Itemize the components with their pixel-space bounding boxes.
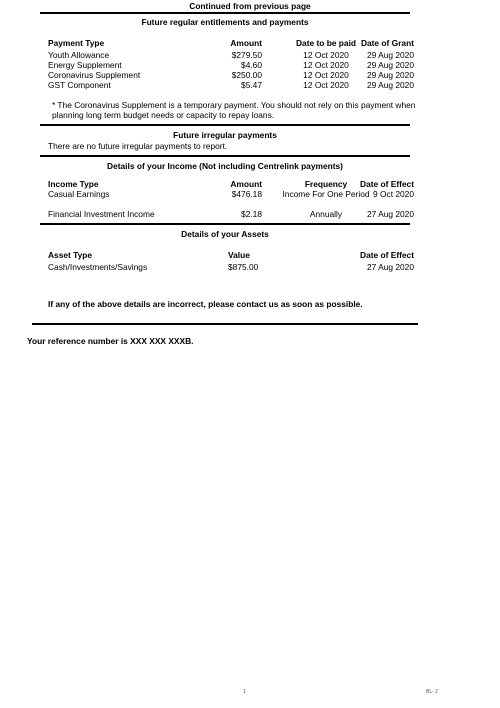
- col-amount: Amount: [230, 38, 262, 48]
- income-type: Financial Investment Income: [48, 209, 155, 219]
- divider: [40, 124, 410, 126]
- coronavirus-note-line-2: planning long term budget needs or capacity to repay loans.: [52, 110, 275, 120]
- col-frequency: Frequency: [304, 179, 348, 189]
- income-date-of-effect: 27 Aug 2020: [366, 209, 414, 219]
- payment-type: GST Component: [48, 80, 111, 90]
- assets-title: Details of your Assets: [181, 229, 269, 239]
- entitlements-header-row: [48, 39, 414, 49]
- col-date-of-effect: Date of Effect: [360, 250, 414, 260]
- coronavirus-note-line-1: * The Coronavirus Supplement is a temporary payment. You should not rely on this payment when: [52, 100, 416, 110]
- col-date-to-be-paid: Date to be paid: [295, 38, 357, 48]
- col-date-of-grant: Date of Grant: [360, 38, 414, 48]
- payment-date: 12 Oct 2020: [303, 50, 349, 60]
- grant-date: 29 Aug 2020: [366, 80, 414, 90]
- page-number: 1: [243, 689, 246, 695]
- payment-type: Coronavirus Supplement: [48, 70, 141, 80]
- assets-header-row: [48, 251, 414, 261]
- divider: [32, 323, 418, 325]
- table-row: [48, 81, 414, 91]
- income-date-of-effect: 9 Oct 2020: [373, 189, 414, 199]
- payment-type: Energy Supplement: [48, 60, 122, 70]
- continued-heading: Continued from previous page: [189, 1, 311, 11]
- entitlements-title: Future regular entitlements and payments: [141, 17, 309, 27]
- income-amount: $2.18: [241, 209, 262, 219]
- irregular-text: There are no future irregular payments to report.: [48, 141, 228, 151]
- irregular-title: Future irregular payments: [173, 130, 277, 140]
- asset-value: $875.00: [228, 262, 259, 272]
- income-type: Casual Earnings: [48, 189, 110, 199]
- form-code: BL- 2: [426, 689, 438, 695]
- divider: [40, 155, 410, 157]
- payment-date: 12 Oct 2020: [303, 70, 349, 80]
- contact-note: If any of the above details are incorrect, please contact us as soon as possible.: [48, 299, 363, 309]
- grant-date: 29 Aug 2020: [366, 60, 414, 70]
- col-payment-type: Payment Type: [48, 38, 105, 48]
- payment-amount: $279.50: [231, 50, 262, 60]
- divider: [40, 223, 410, 225]
- col-asset-type: Asset Type: [48, 250, 93, 260]
- payment-date: 12 Oct 2020: [303, 80, 349, 90]
- income-title: Details of your Income (Not including Centrelink payments): [107, 161, 343, 171]
- payment-date: 12 Oct 2020: [303, 60, 349, 70]
- payment-amount: $250.00: [231, 70, 262, 80]
- income-frequency: Income For One Period: [282, 189, 370, 199]
- col-amount: Amount: [230, 179, 262, 189]
- divider: [40, 12, 410, 14]
- table-row: [48, 263, 414, 273]
- income-frequency: Annually: [309, 209, 343, 219]
- reference-number: Your reference number is XXX XXX XXXB.: [27, 336, 194, 346]
- col-date-of-effect: Date of Effect: [360, 179, 414, 189]
- col-income-type: Income Type: [48, 179, 99, 189]
- payment-amount: $5.47: [241, 80, 262, 90]
- col-value: Value: [228, 250, 250, 260]
- payment-type: Youth Allowance: [48, 50, 110, 60]
- income-amount: $476.18: [231, 189, 262, 199]
- asset-type: Cash/Investments/Savings: [48, 262, 148, 272]
- asset-date-of-effect: 27 Aug 2020: [366, 262, 414, 272]
- grant-date: 29 Aug 2020: [366, 50, 414, 60]
- table-row: [48, 210, 414, 220]
- grant-date: 29 Aug 2020: [366, 70, 414, 80]
- table-row: [48, 190, 414, 210]
- payment-amount: $4.60: [241, 60, 262, 70]
